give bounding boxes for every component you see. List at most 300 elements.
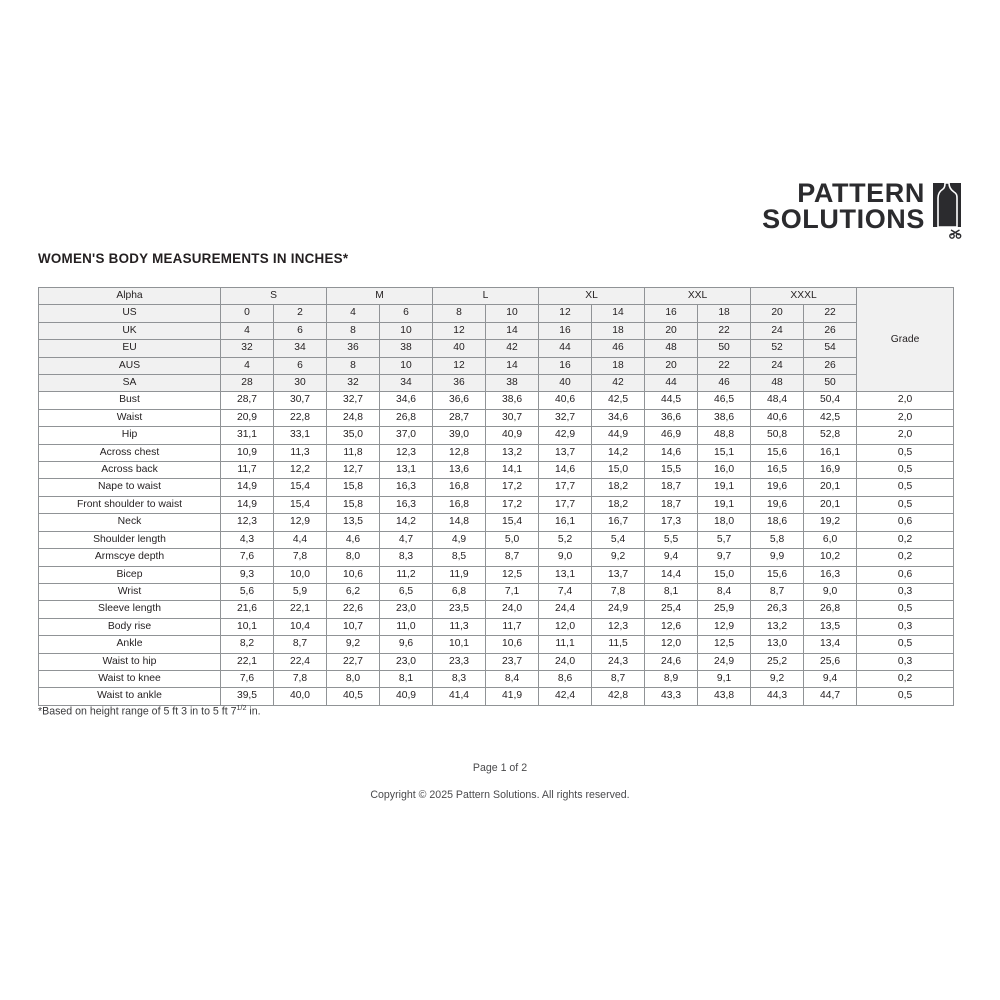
size-system-value: 44 <box>645 375 698 392</box>
size-system-value: 46 <box>698 375 751 392</box>
measurement-value: 9,0 <box>539 549 592 566</box>
measurement-value: 40,5 <box>327 688 380 705</box>
measurement-value: 14,6 <box>539 462 592 479</box>
measurement-value: 38,6 <box>486 392 539 409</box>
measurement-value: 12,7 <box>327 462 380 479</box>
measurement-value: 46,5 <box>698 392 751 409</box>
size-system-value: 10 <box>380 357 433 374</box>
measurement-value: 8,4 <box>698 583 751 600</box>
grade-value: 0,5 <box>857 496 954 513</box>
measurement-value: 7,8 <box>592 583 645 600</box>
footnote-prefix: *Based on height range of 5 ft 3 in to 5 ft 7 <box>38 705 237 718</box>
measurement-value: 5,9 <box>274 583 327 600</box>
measurement-value: 9,6 <box>380 636 433 653</box>
measurement-value: 10,1 <box>433 636 486 653</box>
table-row <box>39 583 954 600</box>
measurement-value: 18,7 <box>645 479 698 496</box>
measurement-value: 12,3 <box>221 514 274 531</box>
measurement-value: 11,3 <box>274 444 327 461</box>
measurement-value: 52,8 <box>804 427 857 444</box>
size-system-value: 8 <box>327 357 380 374</box>
size-system-value: 8 <box>433 305 486 322</box>
measurement-value: 16,8 <box>433 479 486 496</box>
brand-line-1: PATTERN <box>797 178 925 208</box>
grade-value: 0,3 <box>857 653 954 670</box>
measurement-value: 15,8 <box>327 496 380 513</box>
measurement-value: 25,9 <box>698 601 751 618</box>
measurement-value: 31,1 <box>221 427 274 444</box>
grade-value: 0,6 <box>857 514 954 531</box>
grade-value: 0,5 <box>857 462 954 479</box>
alpha-size-l: L <box>433 288 539 305</box>
size-system-value: 26 <box>804 357 857 374</box>
size-system-value: 50 <box>804 375 857 392</box>
measurement-value: 6,2 <box>327 583 380 600</box>
measurement-value: 9,2 <box>327 636 380 653</box>
measurement-value: 13,2 <box>486 444 539 461</box>
measurement-value: 11,3 <box>433 618 486 635</box>
size-system-value: 2 <box>274 305 327 322</box>
measurement-value: 9,0 <box>804 583 857 600</box>
measurement-value: 28,7 <box>433 409 486 426</box>
size-system-value: 50 <box>698 340 751 357</box>
measurement-label: Bust <box>39 392 221 409</box>
measurement-value: 17,7 <box>539 479 592 496</box>
measurement-value: 22,6 <box>327 601 380 618</box>
size-system-value: 20 <box>751 305 804 322</box>
measurement-value: 16,7 <box>592 514 645 531</box>
measurement-label: Hip <box>39 427 221 444</box>
size-system-value: 20 <box>645 322 698 339</box>
measurement-value: 18,2 <box>592 479 645 496</box>
measurement-value: 20,9 <box>221 409 274 426</box>
size-system-value: 22 <box>698 357 751 374</box>
table-row <box>39 618 954 635</box>
measurement-label: Body rise <box>39 618 221 635</box>
alpha-size-xxxl: XXXL <box>751 288 857 305</box>
measurement-value: 19,6 <box>751 496 804 513</box>
measurement-value: 8,1 <box>380 670 433 687</box>
grade-value: 2,0 <box>857 409 954 426</box>
measurement-value: 10,0 <box>274 566 327 583</box>
measurement-label: Across chest <box>39 444 221 461</box>
size-system-value: 24 <box>751 357 804 374</box>
measurement-value: 28,7 <box>221 392 274 409</box>
size-system-label: AUS <box>39 357 221 374</box>
measurement-value: 5,7 <box>698 531 751 548</box>
measurement-value: 12,3 <box>592 618 645 635</box>
grade-value: 2,0 <box>857 392 954 409</box>
measurement-value: 22,1 <box>274 601 327 618</box>
measurement-value: 39,0 <box>433 427 486 444</box>
measurement-value: 12,3 <box>380 444 433 461</box>
measurement-value: 40,6 <box>751 409 804 426</box>
measurement-value: 5,4 <box>592 531 645 548</box>
measurement-value: 17,2 <box>486 496 539 513</box>
measurement-value: 10,9 <box>221 444 274 461</box>
measurement-value: 24,6 <box>645 653 698 670</box>
measurement-value: 41,4 <box>433 688 486 705</box>
table-row <box>39 601 954 618</box>
size-system-value: 6 <box>274 322 327 339</box>
measurement-value: 15,8 <box>327 479 380 496</box>
measurement-value: 8,4 <box>486 670 539 687</box>
measurement-value: 7,8 <box>274 549 327 566</box>
brand-line-2: SOLUTIONS <box>762 203 925 234</box>
brand-logo <box>0 178 962 239</box>
measurement-value: 22,1 <box>221 653 274 670</box>
size-system-value: 6 <box>274 357 327 374</box>
table-row <box>39 653 954 670</box>
size-system-value: 16 <box>539 322 592 339</box>
size-system-value: 20 <box>645 357 698 374</box>
measurement-label: Sleeve length <box>39 601 221 618</box>
size-system-row-sa <box>39 375 954 392</box>
measurement-label: Shoulder length <box>39 531 221 548</box>
measurement-value: 20,1 <box>804 496 857 513</box>
measurement-label: Front shoulder to waist <box>39 496 221 513</box>
measurement-value: 14,9 <box>221 479 274 496</box>
measurement-value: 13,5 <box>327 514 380 531</box>
measurement-value: 46,9 <box>645 427 698 444</box>
measurement-value: 6,8 <box>433 583 486 600</box>
measurement-value: 13,4 <box>804 636 857 653</box>
measurement-value: 4,3 <box>221 531 274 548</box>
table-row <box>39 392 954 409</box>
size-system-value: 24 <box>751 322 804 339</box>
size-system-value: 18 <box>698 305 751 322</box>
size-system-label: SA <box>39 375 221 392</box>
measurement-value: 25,4 <box>645 601 698 618</box>
measurement-value: 40,9 <box>380 688 433 705</box>
measurement-value: 32,7 <box>327 392 380 409</box>
measurement-value: 15,4 <box>274 496 327 513</box>
measurement-value: 23,3 <box>433 653 486 670</box>
measurement-value: 41,9 <box>486 688 539 705</box>
measurement-value: 23,7 <box>486 653 539 670</box>
measurement-value: 36,6 <box>645 409 698 426</box>
measurement-value: 24,9 <box>698 653 751 670</box>
measurement-value: 18,0 <box>698 514 751 531</box>
size-system-row-us <box>39 305 954 322</box>
measurement-value: 7,4 <box>539 583 592 600</box>
brand-wordmark <box>762 178 925 234</box>
size-system-value: 52 <box>751 340 804 357</box>
measurement-value: 18,2 <box>592 496 645 513</box>
measurement-value: 21,6 <box>221 601 274 618</box>
measurement-value: 43,8 <box>698 688 751 705</box>
size-system-row-uk <box>39 322 954 339</box>
table-row <box>39 462 954 479</box>
size-system-value: 38 <box>486 375 539 392</box>
measurement-value: 9,4 <box>804 670 857 687</box>
measurement-value: 9,4 <box>645 549 698 566</box>
dress-pattern-piece-icon <box>932 183 962 239</box>
table-row <box>39 670 954 687</box>
measurement-value: 23,0 <box>380 601 433 618</box>
alpha-size-xl: XL <box>539 288 645 305</box>
measurement-value: 16,3 <box>380 496 433 513</box>
alpha-size-m: M <box>327 288 433 305</box>
measurement-label: Waist to ankle <box>39 688 221 705</box>
measurement-value: 25,6 <box>804 653 857 670</box>
size-system-value: 6 <box>380 305 433 322</box>
measurement-value: 40,6 <box>539 392 592 409</box>
size-system-value: 36 <box>433 375 486 392</box>
size-system-value: 28 <box>221 375 274 392</box>
measurement-value: 6,5 <box>380 583 433 600</box>
measurement-value: 8,5 <box>433 549 486 566</box>
measurement-value: 11,7 <box>221 462 274 479</box>
measurement-value: 42,8 <box>592 688 645 705</box>
size-system-value: 12 <box>539 305 592 322</box>
measurement-value: 5,8 <box>751 531 804 548</box>
measurement-value: 15,0 <box>698 566 751 583</box>
measurement-value: 42,5 <box>804 409 857 426</box>
size-system-value: 4 <box>221 322 274 339</box>
measurement-value: 50,8 <box>751 427 804 444</box>
measurement-value: 9,3 <box>221 566 274 583</box>
measurement-value: 14,2 <box>592 444 645 461</box>
grade-value: 0,5 <box>857 601 954 618</box>
measurement-value: 38,6 <box>698 409 751 426</box>
measurement-value: 48,8 <box>698 427 751 444</box>
measurement-value: 14,6 <box>645 444 698 461</box>
measurement-value: 14,8 <box>433 514 486 531</box>
measurement-value: 5,5 <box>645 531 698 548</box>
measurement-value: 8,7 <box>751 583 804 600</box>
measurement-value: 15,6 <box>751 444 804 461</box>
measurement-value: 12,0 <box>645 636 698 653</box>
grade-header: Grade <box>857 288 954 392</box>
measurement-value: 5,0 <box>486 531 539 548</box>
measurement-label: Nape to waist <box>39 479 221 496</box>
measurement-value: 44,3 <box>751 688 804 705</box>
measurement-value: 15,0 <box>592 462 645 479</box>
measurement-value: 19,6 <box>751 479 804 496</box>
measurement-value: 16,0 <box>698 462 751 479</box>
measurement-value: 26,3 <box>751 601 804 618</box>
measurement-value: 14,1 <box>486 462 539 479</box>
size-system-value: 36 <box>327 340 380 357</box>
measurement-value: 24,4 <box>539 601 592 618</box>
grade-value: 0,5 <box>857 444 954 461</box>
size-system-value: 46 <box>592 340 645 357</box>
size-system-value: 40 <box>433 340 486 357</box>
measurement-value: 13,1 <box>380 462 433 479</box>
measurement-value: 7,6 <box>221 549 274 566</box>
grade-value: 0,5 <box>857 479 954 496</box>
measurement-value: 19,1 <box>698 496 751 513</box>
measurement-value: 15,5 <box>645 462 698 479</box>
measurement-value: 40,9 <box>486 427 539 444</box>
measurement-value: 44,5 <box>645 392 698 409</box>
measurement-value: 44,7 <box>804 688 857 705</box>
measurement-value: 16,1 <box>539 514 592 531</box>
table-row <box>39 531 954 548</box>
measurement-value: 9,2 <box>592 549 645 566</box>
size-system-value: 44 <box>539 340 592 357</box>
measurement-value: 14,4 <box>645 566 698 583</box>
measurement-value: 8,3 <box>433 670 486 687</box>
measurement-value: 12,6 <box>645 618 698 635</box>
size-system-row-aus <box>39 357 954 374</box>
measurement-value: 44,9 <box>592 427 645 444</box>
table-row <box>39 514 954 531</box>
measurement-value: 22,7 <box>327 653 380 670</box>
measurements-table <box>38 287 954 706</box>
measurement-value: 12,8 <box>433 444 486 461</box>
measurement-value: 10,4 <box>274 618 327 635</box>
measurement-value: 7,8 <box>274 670 327 687</box>
table-row <box>39 636 954 653</box>
size-system-value: 26 <box>804 322 857 339</box>
measurement-value: 19,2 <box>804 514 857 531</box>
measurement-value: 15,4 <box>274 479 327 496</box>
size-system-value: 48 <box>645 340 698 357</box>
size-system-value: 54 <box>804 340 857 357</box>
measurement-value: 8,0 <box>327 670 380 687</box>
measurement-value: 40,0 <box>274 688 327 705</box>
footnote-suffix: in. <box>246 705 261 718</box>
measurement-value: 12,5 <box>698 636 751 653</box>
size-system-value: 40 <box>539 375 592 392</box>
measurement-value: 9,2 <box>751 670 804 687</box>
measurement-value: 19,1 <box>698 479 751 496</box>
measurement-value: 8,7 <box>592 670 645 687</box>
footnote-fraction: 1/2 <box>236 703 247 712</box>
measurement-value: 30,7 <box>486 409 539 426</box>
measurement-value: 8,7 <box>274 636 327 653</box>
measurement-value: 43,3 <box>645 688 698 705</box>
measurement-label: Armscye depth <box>39 549 221 566</box>
measurement-value: 24,8 <box>327 409 380 426</box>
measurement-label: Waist <box>39 409 221 426</box>
scissors-icon <box>950 230 961 238</box>
measurement-value: 12,9 <box>274 514 327 531</box>
size-system-value: 22 <box>698 322 751 339</box>
measurement-value: 32,7 <box>539 409 592 426</box>
size-system-value: 14 <box>592 305 645 322</box>
grade-value: 0,2 <box>857 531 954 548</box>
measurement-value: 24,3 <box>592 653 645 670</box>
size-system-value: 34 <box>274 340 327 357</box>
measurement-value: 8,2 <box>221 636 274 653</box>
grade-value: 0,5 <box>857 688 954 705</box>
measurement-value: 13,7 <box>539 444 592 461</box>
measurement-value: 8,3 <box>380 549 433 566</box>
measurement-value: 10,7 <box>327 618 380 635</box>
measurement-value: 4,7 <box>380 531 433 548</box>
grade-value: 0,2 <box>857 549 954 566</box>
table-row <box>39 427 954 444</box>
size-system-value: 14 <box>486 357 539 374</box>
measurement-value: 42,9 <box>539 427 592 444</box>
grade-value: 2,0 <box>857 427 954 444</box>
measurement-value: 13,0 <box>751 636 804 653</box>
measurement-value: 11,2 <box>380 566 433 583</box>
measurement-value: 12,5 <box>486 566 539 583</box>
grade-value: 0,3 <box>857 583 954 600</box>
measurement-value: 24,0 <box>539 653 592 670</box>
measurement-value: 30,7 <box>274 392 327 409</box>
measurement-value: 4,9 <box>433 531 486 548</box>
size-system-value: 32 <box>327 375 380 392</box>
measurement-value: 4,6 <box>327 531 380 548</box>
measurement-value: 8,0 <box>327 549 380 566</box>
measurement-value: 37,0 <box>380 427 433 444</box>
size-system-value: 14 <box>486 322 539 339</box>
size-system-value: 4 <box>327 305 380 322</box>
measurement-value: 36,6 <box>433 392 486 409</box>
size-system-value: 8 <box>327 322 380 339</box>
measurement-value: 5,2 <box>539 531 592 548</box>
measurement-value: 17,2 <box>486 479 539 496</box>
measurement-value: 7,1 <box>486 583 539 600</box>
grade-value: 0,2 <box>857 670 954 687</box>
measurement-value: 22,4 <box>274 653 327 670</box>
size-system-value: 0 <box>221 305 274 322</box>
size-system-value: 30 <box>274 375 327 392</box>
measurement-value: 15,6 <box>751 566 804 583</box>
measurement-value: 34,6 <box>592 409 645 426</box>
measurement-label: Waist to knee <box>39 670 221 687</box>
size-system-value: 22 <box>804 305 857 322</box>
size-system-value: 12 <box>433 357 486 374</box>
size-system-row-eu <box>39 340 954 357</box>
size-system-value: 48 <box>751 375 804 392</box>
measurement-value: 14,9 <box>221 496 274 513</box>
measurement-value: 42,5 <box>592 392 645 409</box>
measurement-value: 11,8 <box>327 444 380 461</box>
measurement-value: 8,6 <box>539 670 592 687</box>
measurement-value: 24,0 <box>486 601 539 618</box>
table-row <box>39 409 954 426</box>
size-system-value: 34 <box>380 375 433 392</box>
measurement-value: 20,1 <box>804 479 857 496</box>
table-header-alpha-row <box>39 288 954 305</box>
measurement-value: 25,2 <box>751 653 804 670</box>
measurement-value: 9,1 <box>698 670 751 687</box>
measurement-value: 12,9 <box>698 618 751 635</box>
alpha-size-s: S <box>221 288 327 305</box>
size-system-value: 10 <box>380 322 433 339</box>
measurement-value: 18,7 <box>645 496 698 513</box>
measurement-value: 11,5 <box>592 636 645 653</box>
table-row <box>39 549 954 566</box>
size-system-value: 16 <box>539 357 592 374</box>
measurement-value: 34,6 <box>380 392 433 409</box>
measurement-value: 17,7 <box>539 496 592 513</box>
size-system-value: 42 <box>592 375 645 392</box>
measurement-value: 15,1 <box>698 444 751 461</box>
table-row <box>39 566 954 583</box>
measurement-value: 6,0 <box>804 531 857 548</box>
measurement-value: 26,8 <box>380 409 433 426</box>
measurement-value: 18,6 <box>751 514 804 531</box>
measurement-label: Across back <box>39 462 221 479</box>
measurement-value: 9,7 <box>698 549 751 566</box>
measurement-value: 23,5 <box>433 601 486 618</box>
size-system-value: 10 <box>486 305 539 322</box>
measurement-value: 13,2 <box>751 618 804 635</box>
grade-value: 0,6 <box>857 566 954 583</box>
measurement-value: 16,8 <box>433 496 486 513</box>
measurement-value: 11,0 <box>380 618 433 635</box>
measurement-value: 10,1 <box>221 618 274 635</box>
size-system-value: 4 <box>221 357 274 374</box>
footnote <box>38 703 261 718</box>
